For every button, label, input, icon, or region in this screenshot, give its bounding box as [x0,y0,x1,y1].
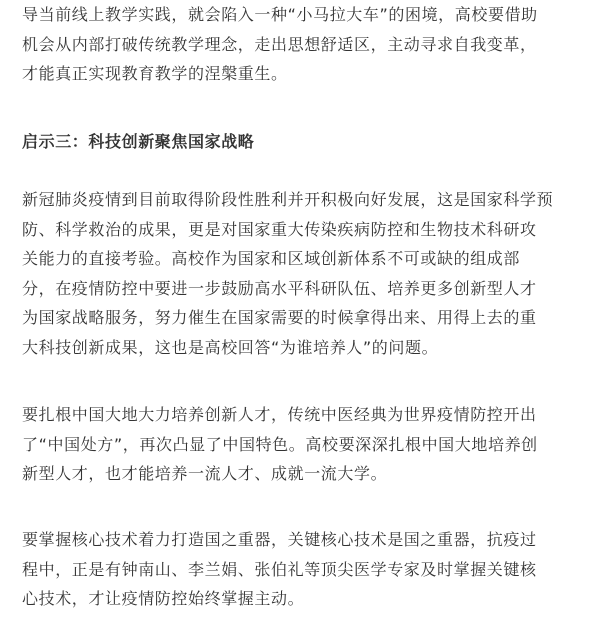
text-line: 新冠肺炎疫情到目前取得阶段性胜利并开积极向好发展，这是国家科学预 [22,190,554,209]
text-line: 为国家战略服务，努力催生在国家需要的时候拿得出来、用得上去的重 [22,308,537,327]
text-line: 分，在疫情防控中要进一步鼓励高水平科研队伍、培养更多创新型人才 [22,278,537,298]
text-line: 才能真正实现教育教学的涅槃重生。 [22,64,288,83]
text-line: 要掌握核心技术着力打造国之重器，关键核心技术是国之重器，抗疫过 [22,530,537,549]
text-line: 心技术，才让疫情防控始终掌握主动。 [22,589,305,608]
text-line: 了“中国处方”，再次凸显了中国特色。高校要深深扎根中国大地培养创 [22,434,538,454]
paragraph-core-technology [22,525,592,614]
text-line: 要扎根中国大地大力培养创新人才，传统中医经典为世界疫情防控开出 [22,405,537,424]
section-heading: 启示三：科技创新聚焦国家战略 [22,132,255,151]
text-line: 机会从内部打破传统教学理念，走出思想舒适区，主动寻求自我变革， [22,34,537,54]
paragraph-national-strategy [22,185,592,362]
text-line: 导当前线上教学实践，就会陷入一种“小马拉大车”的困境，高校要借助 [22,5,538,24]
text-line: 大科技创新成果，这也是高校回答“为谁培养人”的问题。 [22,337,439,357]
text-line: 关能力的直接考验。高校作为国家和区域创新体系不可或缺的组成部 [22,249,521,268]
text-line: 程中，正是有钟南山、李兰娟、张伯礼等顶尖医学专家及时掌握关键核 [22,559,537,579]
text-line: 新型人才，也才能培养一流人才、成就一流大学。 [22,464,388,483]
text-line: 防、科学救治的成果，更是对国家重大传染疾病防控和生物技术科研攻 [22,219,537,239]
paragraph-innovative-talent [22,400,592,489]
intro-paragraph [22,0,592,89]
